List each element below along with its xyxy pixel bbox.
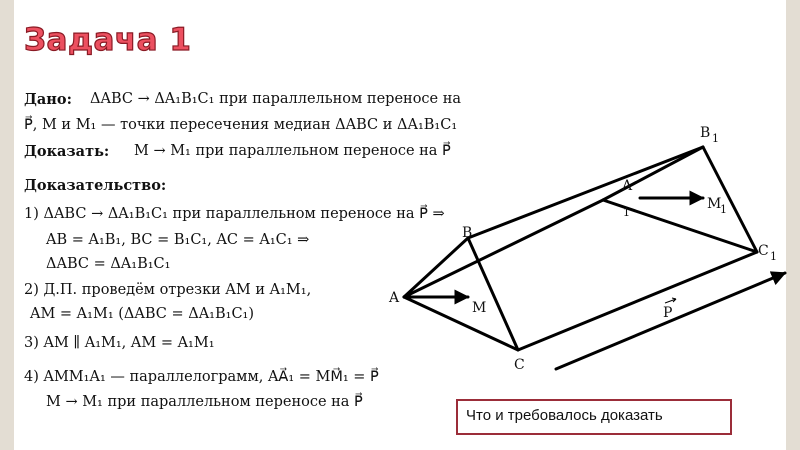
given-line-2: P⃗, M и M₁ — точки пересечения медиан ΔABC и ΔA₁B₁C₁: [24, 117, 458, 133]
edge-ac: [404, 297, 518, 350]
edge-bb1: [468, 147, 703, 238]
label-m: M: [472, 300, 487, 316]
proof-step-3: 3) AM ∥ A₁M₁, AM = A₁M₁: [24, 335, 215, 351]
proof-step-2: 2) Д.П. проведём отрезки AM и A₁M₁,: [24, 282, 312, 298]
given-line-1: ΔABC → ΔA₁B₁C₁ при параллельном переносе на: [90, 91, 462, 107]
conclusion-box: Что и требовалось доказать: [456, 399, 732, 435]
proof-step-1-cont: AB = A₁B₁, BC = B₁C₁, AC = A₁C₁ ⇒: [46, 232, 310, 248]
label-b: B: [462, 225, 473, 241]
label-c: C: [514, 357, 525, 373]
proof-step-1-result: ΔABC = ΔA₁B₁C₁: [46, 256, 171, 272]
edge-aa1: [404, 200, 603, 297]
slide-title: Задача 1: [24, 22, 192, 58]
vector-arrow-icon: [664, 297, 678, 305]
label-a1-subscript: 1: [623, 206, 630, 219]
label-a: A: [389, 290, 400, 306]
label-c1: C: [758, 243, 769, 259]
label-m1: M: [707, 196, 722, 212]
label-b1-subscript: 1: [712, 132, 719, 145]
edge-ab: [404, 238, 468, 297]
given-label: Дано:: [24, 91, 72, 108]
label-b1: B: [700, 125, 711, 141]
proof-step-4-cont: M → M₁ при параллельном переносе на P⃗: [46, 394, 363, 410]
proof-step-4: 4) AMM₁A₁ — параллелограмм, AA⃗₁ = MM⃗₁ = P⃗: [24, 369, 379, 385]
proof-step-2-cont: AM = A₁M₁ (ΔABC = ΔA₁B₁C₁): [30, 306, 255, 322]
proof-step-1: 1) ΔABC → ΔA₁B₁C₁ при параллельном переносе на P⃗ ⇒: [24, 206, 445, 222]
label-m1-subscript: 1: [720, 203, 727, 216]
label-a1: A: [622, 178, 633, 194]
label-p: P: [663, 305, 673, 321]
prove-text: M → M₁ при параллельном переносе на P⃗: [134, 143, 451, 159]
label-c1-subscript: 1: [770, 250, 777, 263]
proof-label: Доказательство:: [24, 177, 167, 194]
prove-label: Доказать:: [24, 143, 110, 160]
edge-a1b1: [603, 147, 703, 200]
